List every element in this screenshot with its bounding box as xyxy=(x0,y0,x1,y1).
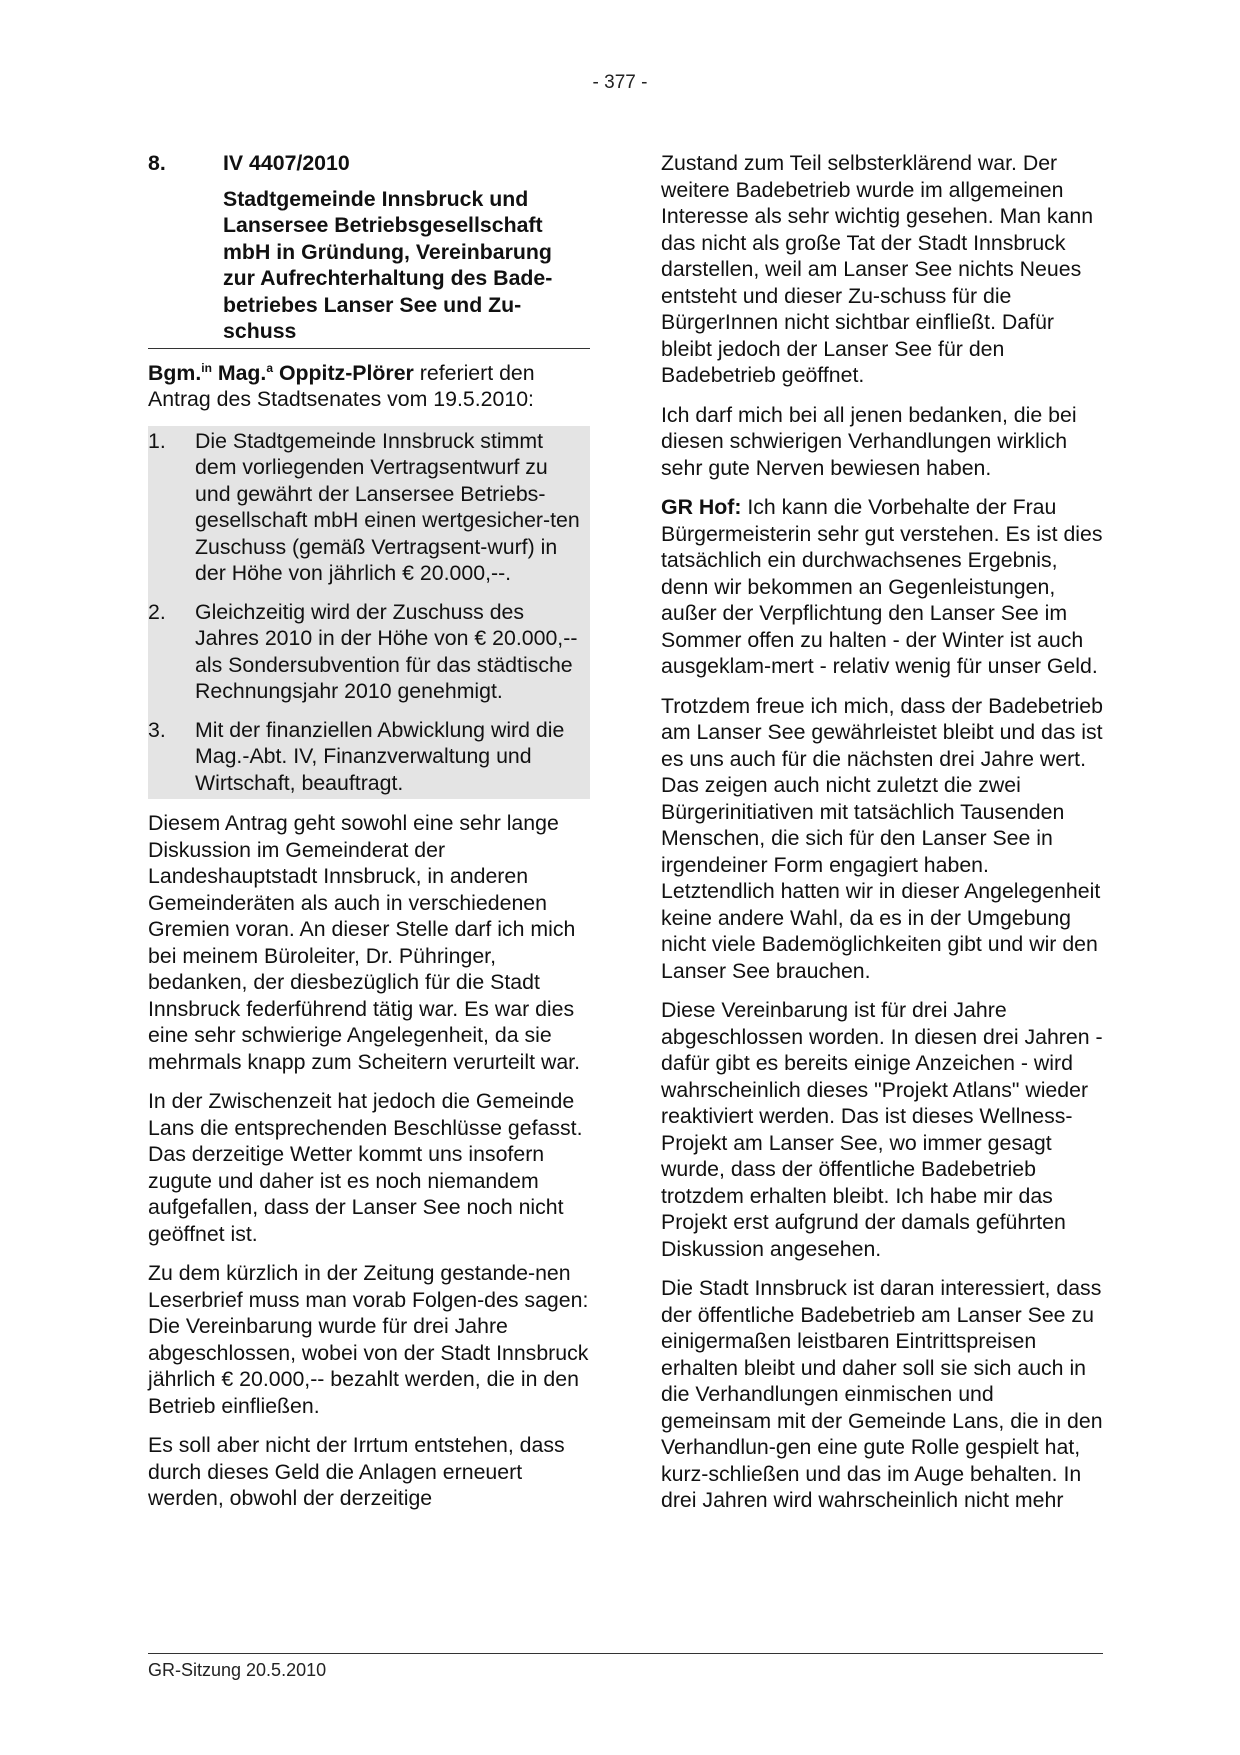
agenda-item-header xyxy=(148,150,590,349)
speaker-mag-sup: a xyxy=(266,360,274,375)
intro-text: referiert den Antrag des Stadtsenates vom 19.5.2010: xyxy=(148,360,535,411)
speaker-hof: GR Hof: xyxy=(661,495,742,519)
speaker-name: Oppitz-Plörer xyxy=(273,360,414,385)
motion-item-number: 2. xyxy=(148,599,166,624)
speaker-mayor xyxy=(148,361,414,385)
body-paragraph: Es soll aber nicht der Irrtum entstehen, dass durch dieses Geld die Anlagen erneuert werden, obwohl der derzeitige xyxy=(148,1433,565,1510)
motion-item-text: Mit der finanziellen Abwicklung wird die Mag.-Abt. IV, Finanzverwaltung und Wirtschaft, beauftragt. xyxy=(195,717,565,795)
speaker-mag: Mag. xyxy=(211,360,267,385)
motion-item xyxy=(148,428,582,587)
hof-paragraph xyxy=(661,494,1103,680)
left-column xyxy=(148,150,590,1525)
body-paragraph: Zu dem kürzlich in der Zeitung gestande-nen Leserbrief muss man vorab Folgen-des sagen: Die Vereinbarung wurde für drei Jahre abgeschlossen, wobei von der Stadt Innsbruck jährlich € 20.000,-- bezahlt werden, die in den Betrieb einfließen. xyxy=(148,1261,589,1418)
motion-item-text: Gleichzeitig wird der Zuschuss des Jahres 2010 in der Höhe von € 20.000,-- als Sondersubvention für das städtische Rechnungsjahr 2010 genehmigt. xyxy=(195,599,578,703)
body-paragraph: Trotzdem freue ich mich, dass der Badebetrieb am Lanser See gewährleistet bleibt und das ist es uns auch für die nächsten drei Jahre wert. Das zeigen auch nicht zuletzt die zwei Bürgerinitiativen mit tatsächlich Tausenden Menschen, die sich für den Lanser See in irgendeiner Form engagiert haben. Letztendlich hatten wir in dieser Angelegenheit keine andere Wahl, da es in der Umgebung nicht viele Bademöglichkeiten gibt und wir den Lanser See brauchen. xyxy=(661,693,1103,983)
intro-paragraph xyxy=(148,360,590,413)
body-paragraph: In der Zwischenzeit hat jedoch die Gemeinde Lans die entsprechenden Beschlüsse gefasst. Das derzeitige Wetter kommt uns insofern zugute und daher ist es noch niemandem aufgefallen, dass der Lanser See noch nicht geöffnet ist. xyxy=(148,1089,583,1246)
page-number: - 377 - xyxy=(592,72,648,93)
motion-item xyxy=(148,599,582,705)
footer-session-date: GR-Sitzung 20.5.2010 xyxy=(148,1660,327,1680)
motion-item xyxy=(148,717,582,797)
footer-divider xyxy=(148,1653,1103,1654)
body-paragraph: Diesem Antrag geht sowohl eine sehr lange Diskussion im Gemeinderat der Landeshauptstadt Innsbruck, in anderen Gemeinderäten als auch in verschiedenen Gremien voran. An dieser Stelle darf ich mich bei meinem Büroleiter, Dr. Pühringer, bedanken, der diesbezüglich für die Stadt Innsbruck federführend tätig war. Es war dies eine sehr schwierige Angelegenheit, da sie mehrmals knapp zum Scheitern verurteilt war. xyxy=(148,811,581,1074)
hof-text: Ich kann die Vorbehalte der Frau Bürgermeisterin sehr gut verstehen. Es ist dies tatsächlich ein durchwachsenes Ergebnis, denn wir bekommen an Gegenleistungen, außer der Verpflichtung den Lanser See im Sommer offen zu halten - der Winter ist auch ausgeklam-mert - relativ wenig für unser Geld. xyxy=(661,495,1103,678)
agenda-item-number: 8. xyxy=(148,151,166,175)
speaker-bgm-sup: in xyxy=(201,360,212,375)
body-paragraph: Zustand zum Teil selbsterklärend war. Der weitere Badebetrieb wurde im allgemeinen Interesse als sehr wichtig gesehen. Man kann das nicht als große Tat der Stadt Innsbruck darstellen, weil am Lanser See nichts Neues entsteht und dieser Zu-schuss für die BürgerInnen nicht sichtbar einfließt. Dafür bleibt jedoch der Lanser See für den Badebetrieb geöffnet. xyxy=(661,151,1094,387)
right-column xyxy=(661,150,1103,1527)
motion-item-text: Die Stadtgemeinde Innsbruck stimmt dem vorliegenden Vertragsentwurf zu und gewährt der Lansersee Betriebs-gesellschaft mbH einen wertgesicher-ten Zuschuss (gemäß Vertragsent-wurf) in der Höhe von jährlich € 20.000,--. xyxy=(195,428,580,585)
body-paragraph: Die Stadt Innsbruck ist daran interessiert, dass der öffentliche Badebetrieb am Lanser See zu einigermaßen leistbaren Eintrittspreisen erhalten bleibt und daher soll sie sich auch in die Verhandlungen einmischen und gemeinsam mit der Gemeinde Lans, die in den Verhandlun-gen eine gute Rolle gespielt hat, kurz-schließen und das im Auge behalten. In drei Jahren wird wahrscheinlich nicht mehr xyxy=(661,1276,1103,1512)
body-paragraph: Diese Vereinbarung ist für drei Jahre abgeschlossen worden. In diesen drei Jahren - dafür gibt es bereits einige Anzeichen - wird wahrscheinlich dieses "Projekt Atlans" wieder reaktiviert werden. Das ist dieses Wellness-Projekt am Lanser See, wo immer gesagt wurde, dass der öffentliche Badebetrieb trotzdem erhalten bleibt. Ich habe mir das Projekt erst aufgrund der damals geführten Diskussion angesehen. xyxy=(661,998,1103,1261)
speaker-bgm: Bgm. xyxy=(148,360,202,385)
body-paragraph: Ich darf mich bei all jenen bedanken, die bei diesen schwierigen Verhandlungen wirklich sehr gute Nerven bewiesen haben. xyxy=(661,402,1077,480)
agenda-item-code: IV 4407/2010 xyxy=(223,151,350,175)
motion-item-number: 1. xyxy=(148,428,166,453)
motion-box xyxy=(148,426,590,800)
motion-item-number: 3. xyxy=(148,717,166,742)
agenda-item-title: Stadtgemeinde Innsbruck und Lansersee Betriebsgesellschaft mbH in Gründung, Vereinbarung zur Aufrechterhaltung des Bade-betriebes Lanser See und Zu-schuss xyxy=(223,186,553,343)
